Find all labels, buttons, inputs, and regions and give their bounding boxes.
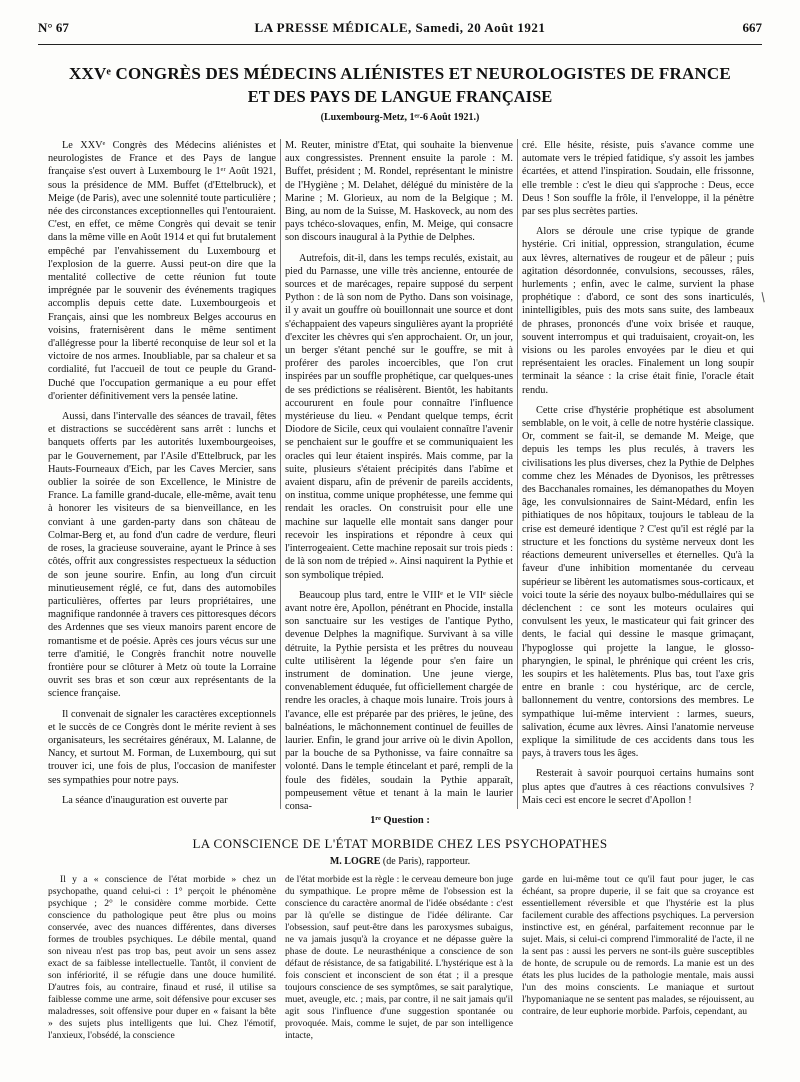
paragraph: M. Reuter, ministre d'Etat, qui souhaite la bienvenue aux congressistes. Prennent ensuite la parole : M. Buffet, président ; M. Rondel, représentant le ministre de l'Hygiène ; M. Delahet, délégué du ministère de la Marine ; M. Glorieux, au nom de la Belgique ; M. Bing, au nom de la Suisse, M. Haskoveck, au nom des pays tchéco-slovaques, enfin, M. Meige, qui consacre son discours inaugural à la Pythie de Delphes.: [285, 140, 513, 244]
text-column-3: [522, 139, 754, 811]
report-column-1: [48, 874, 276, 1074]
author-name: M. LOGRE: [329, 856, 381, 867]
paragraph: Resterait à savoir pourquoi certains humains sont plus aptes que d'autres à ces réactions convulsives ? Mais ceci est encore le secret d'Apollon !: [522, 768, 754, 806]
running-head: [38, 18, 762, 40]
paragraph: Il y a « conscience de l'état morbide » chez un psychopathe, quand celui-ci : 1° perçoit le phénomène psychique ; 2° le considère comme morbide. Cette conscience du pathologique peut être plus ou moins conservée, avec des nuances différentes, dans diverses formes de troubles psychiques. Le débile mental, quand son niveau n'est pas trop bas, peut avoir un sens assez exact de sa faiblesse intellectuelle. Tantôt, il convient de son infériorité, il se réfugie dans une douce humilité. D'autres fois, au contraire, finaud et rusé, il utilise sa faiblesse comme une arme, soit défensive pour excuser ses maladresses, soit offensive pour duper en « faisant la bête » des sujets plus intelligents que lui. Chez l'émotif, l'anxieux, l'obsédé, la conscience: [48, 874, 276, 1041]
issue-number: N° 67: [38, 20, 69, 35]
paragraph: Alors se déroule une crise typique de grande hystérie. Cri initial, oppression, strangulation, écume aux lèvres, alternatives de rougeur et de pâleur ; puis agitation désordonnée, convulsions, secousses, râles, hurlements ; enfin, avec le calme, survient la phase prophétique : d'abord, ce sont des sons inarticulés, inintelligibles, puis des mots sans suite, des lambeaux de phrases, prononcés d'une voix brisée et rauque, souvent interrompus et qui traduisaient, croyait-on, les visions ou les paroles envoyées par le dieu et qui représentaient les oracles. Finalement un long soupir terminait la séance : la crise était finie, l'oracle était rendu.: [522, 226, 754, 396]
paragraph: La séance d'inauguration est ouverte par: [62, 794, 228, 806]
column-rule: [517, 139, 518, 809]
author-role: (de Paris), rapporteur.: [380, 856, 471, 867]
text-column-2: [285, 139, 513, 811]
question-heading: 1ʳᵉ Question :: [370, 815, 430, 826]
author-line: [30, 856, 770, 867]
report-column-3: [522, 874, 754, 1074]
paragraph: cré. Elle hésite, résiste, puis s'avance comme une automate vers le trépied fatidique, s'y assoit les jambes écartées, et attend l'inspiration. Soudain, elle frissonne, elle tremble : c'est le dieu qui s'approche : Deus, ecce Deus ! Son souffle la frôle, il l'enveloppe, il la pénètre par ses plus secrètes parties.: [522, 140, 754, 218]
paragraph: Le XXVᵉ Congrès des Médecins aliénistes et neurologistes de France et des Pays de langue française s'est ouvert à Luxembourg le 1ᵉʳ Août 1921, sous la présidence de MM. Buffet (d'Ettelbruck), et Meige (de Paris), avec une solennité toute particulière ; née des circonstances exceptionnelles qui l'entouraient. C'est, en effet, ce même Congrès qui devait se tenir dans la même ville en Août 1914 et qui fut brutalement empêché par l'envahissement du Luxembourg et l'explosion de la guerre. Aussi peut-on dire que la mentalité collective de cette réunion fut toute imprégnée par le souvenir des événements tragiques accomplis depuis cette date. Luxembourgeois et Français, ainsi que les nombreux Belges accourus en voisins, fraternisèrent dans le même sentiment d'allégresse pour la liberté reconquise de leur sol et la victoire de nos armes. Inoubliable, par sa chaleur et sa cordialité, fut l'accueil de tout ce peuple du Grand-Duché que l'occupation germanique a eu pour effet d'orienter définitivement vers la pensée latine.: [48, 140, 276, 402]
report-column-2: [285, 874, 513, 1074]
article-title-line2: ET DES PAYS DE LANGUE FRANÇAISE: [247, 87, 553, 106]
paragraph: Aussi, dans l'intervalle des séances de travail, fêtes et distractions se succédèrent sans arrêt : lunchs et banquets offerts par les autorités luxembourgeoises, par le Gouvernement, par l'Asile d'Ettelbruck, par les Hauts-Fourneaux d'Eich, par les Caves Mercier, sans oublier la soirée de son Excellence, le Ministre de France. La famille grand-ducale, elle-même, avait tenu à honorer les visiteurs de sa bienveillance, en les conviant à une garden-party dans son château de Colmar-Berg et, au fond d'un cadre de verdure, fleuri de roses, la gracieuse souveraine, ayant le Prince à ses côtés, offrit aux congressistes respectueux la séduction de son jeune sourire. Enfin, au long d'un circuit minutieusement réglé, ce fut, dans des automobiles particulières, offertes par leurs propriétaires, une magnifique randonnée à travers ces pittoresques décors des Ardennes que ses vieux manoirs parent encore de romantisme et de poésie. Après ces jours vécus sur une terre d'amitié, le Congrès franchit notre nouvelle frontière pour se clôturer à Metz où toute la Lorraine ouvrit ses bras et son cœur aux représentants de la science française.: [48, 411, 276, 700]
paragraph: Cette crise d'hystérie prophétique est absolument semblable, on le voit, à celle de notre hystérie classique. Or, comment se fait-il, se demande M. Meige, que depuis les temps les plus reculés, à travers les civilisations les plus diverses, chez la Pythie de Delphes comme chez les Ménades de Dyonisos, les prêtresses des Bacchanales romaines, les démanopathes du Moyen âge, les convulsionnaires de Saint-Médard, enfin les pithiatiques de nos hôpitaux, toujours le tableau de la crise est demeuré identique ? C'est qu'il est réglé par la structure et les fonctions du système nerveux dont les réactions demeurent universelles et éternelles. Qu'à la faveur d'une inhibition momentanée du cerveau supérieur se libèrent les automatismes sous-corticaux, et voici toute la série des noyaux bulbo-médullaires qui se déclenchent : ce sont les moteurs oculaires qui convulsent les yeux, le masticateur qui fait grincer des dents, le facial qui dessine le masque grimaçant, l'hypoglosse qui projette la langue, le glosso-pharyngien, le spinal, le phrénique qui créent les cris, les soupirs et les halètements. Plus bas, tout l'axe gris entre en branle : cou hystérique, arc de cercle, ballonnement du ventre, contorsions des membres. Le sympathique lui-même intervient : larmes, sueurs, salivation, écume aux lèvres. Ainsi l'anatomie nerveuse explique la similitude de ces accidents dans tous les pays, à travers tous les âges.: [522, 404, 754, 760]
paragraph: Il convenait de signaler les caractères exceptionnels et le succès de ce Congrès dont le mérite revient à ses organisateurs, les secrétaires généraux, M. Lalanne, de Nancy, et surtout M. Forman, de Luxembourg, qui sut trouver ici, une fois de plus, l'occasion de manifester ses sympathies pour notre pays.: [48, 708, 276, 786]
paragraph: Autrefois, dit-il, dans les temps reculés, existait, au pied du Parnasse, une ville très ancienne, entourée de sources et de marécages, repaire supposé du serpent Python : de là son nom de Pytho. Dans son voisinage, il y avait un gouffre où bouillonnait une source et dont s'échappaient des vapeurs singulières ayant la propriété d'exciter les chèvres qui s'en approchaient. Or, un jour, un berger s'étant penché sur le gouffre, se mit à proférer des paroles incoercibles, que l'on crut inspirées par un souffle prophétique, car quelques-unes de ses prédictions se réalisèrent. Bientôt, les habitants accoururent en foule pour connaître l'influence mystérieuse du lieu. « Pendant quelque temps, écrit Diodore de Sicile, ceux qui voulaient connaître l'avenir se penchaient sur le gouffre et se communiquaient les oracles qui leur étaient inspirés. Mais comme, par la suite, plusieurs s'étaient précipités dans l'abîme et avaient disparu, afin de prévenir de pareils accidents, on institua, comme unique prophétesse, une femme qui rendait les oracles. On construisit pour elle une machine sur laquelle elle montait sans danger pour recevoir les inspirations et répondre à ceux qui l'interrogeaient. Cette machine reposait sur trois pieds : de là son nom de trépied ». Ainsi naquirent la Pythie et son symbolique trépied.: [285, 252, 513, 581]
paragraph: de l'état morbide est la règle : le cerveau demeure bon juge du sympathique. Le propre même de l'obsession est la conscience du caractère anormal de l'idée obsédante : c'est par là qu'elle se distingue de l'idée délirante. Car l'obsession, sauf peut-être dans les paroxysmes subaigus, ne va jamais jusqu'à la croyance et ne dépasse guère la phase de doute. Le neurasthénique a conscience de son défaut de résistance, de sa fatigabilité. L'hystérique est à la fois conscient et inconscient de son état ; il a presque toujours conscience de ses symptômes, se sait paralytique, muet, aveugle, etc. ; mais, par contre, il ne sait jamais qu'il agit sous l'influence d'une suggestion spontanée ou provoquée. Mais, comme le sujet, de par son intelligence intacte,: [285, 874, 513, 1041]
column-rule: [280, 139, 281, 809]
text-column-1: [48, 139, 276, 811]
section-title: LA CONSCIENCE DE L'ÉTAT MORBIDE CHEZ LES PSYCHOPATHES: [192, 836, 608, 851]
pencil-mark: /: [757, 289, 769, 305]
paragraph: garde en lui-même tout ce qu'il faut pour juger, le cas échéant, sa propre duperie, il se fait que sa croyance est essentiellement réversible et que l'hystérie est la plus facilement curable des affections psychiques. La perversion instinctive est, en général, parfaitement reconnue par le sujet. Mais, si celui-ci comprend l'immoralité de l'acte, il ne la sent pas : aussi les pervers ne sont-ils guère susceptibles de honte, de scrupule ou de remords. La manie est un des états les plus lucides de la pathologie mentale, mais aussi l'un des moins conscients. Le maniaque et surtout l'hypomaniaque ne se sentent pas malades, se réjouissent, au contraire, de leur euphorie morbide. Parfois, cependant, au: [522, 874, 754, 1017]
journal-title: LA PRESSE MÉDICALE, Samedi, 20 Août 1921: [254, 20, 546, 35]
paragraph: Beaucoup plus tard, entre le VIIIᵉ et le VIIᵉ siècle avant notre ère, Apollon, pénétrant en Phocide, installa son sanctuaire sur les vestiges de l'antique Pytho, devenue Delphes la magnifique. Survivant à sa ville détruite, la Pythie persista et les prêtres du nouveau culte utilisèrent la légende pour s'en faire un instrument de domination. Une jeune vierge, convenablement éduquée, fut officiellement chargée de rendre les oracles, à chaque mois lunaire. Trois jours à l'avance, elle est préparée par des prières, le jeûne, des balnéations, le mâchonnement continuel de feuilles de laurier. Enfin, le grand jour arrive où le divin Apollon, par la bouche de sa Pythonisse, va faire connaître sa volonté. Dans le temple étincelant et paré, rempli de la foule des fidèles, soudain la Pythie apparaît, pompeusement vêtue et tenant à la main le laurier consa-: [285, 589, 513, 811]
article-subtitle: (Luxembourg-Metz, 1ᵉʳ-6 Août 1921.): [320, 112, 480, 123]
header-rule: [38, 44, 762, 45]
article-title-line1: XXVᵉ CONGRÈS DES MÉDECINS ALIÉNISTES ET NEUROLOGISTES DE FRANCE: [69, 64, 731, 83]
page-number: 667: [742, 20, 762, 35]
